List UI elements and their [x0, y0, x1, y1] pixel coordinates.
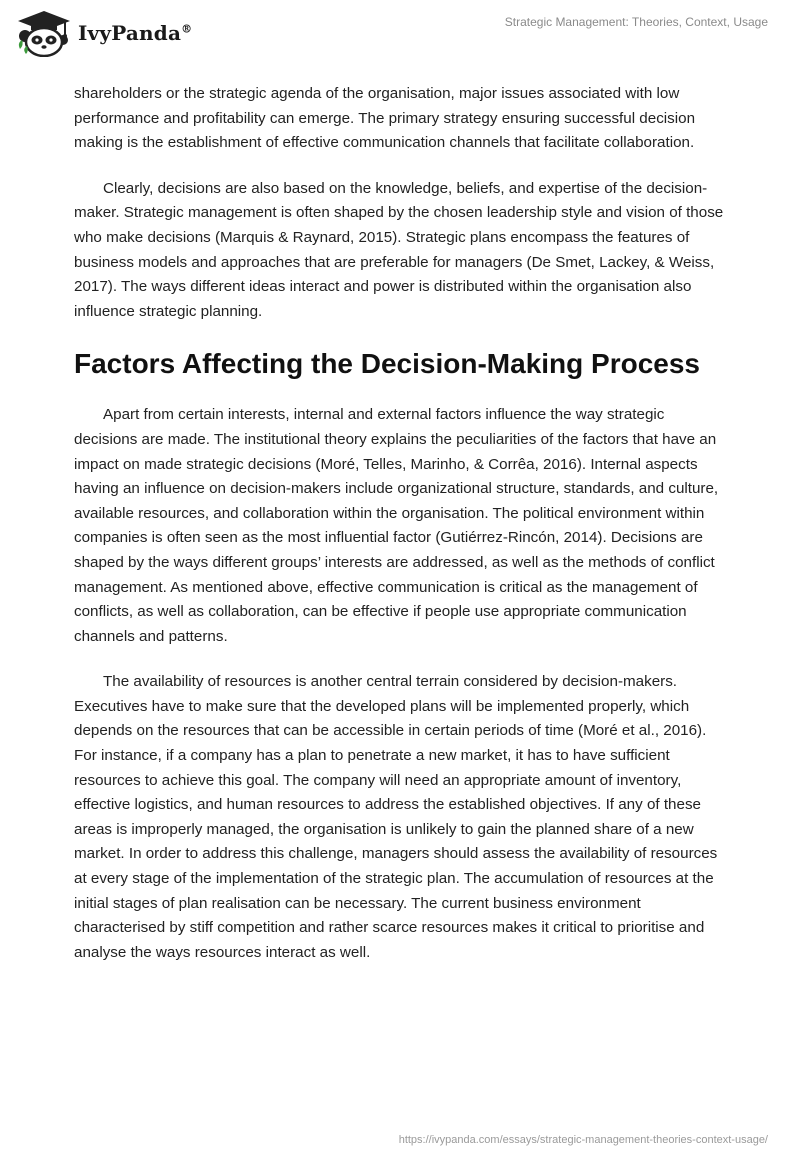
trademark-symbol: ®: [181, 22, 193, 36]
paragraph: shareholders or the strategic agenda of the organisation, major issues associated with low performance and profitability can emerge. The primary strategy ensuring successful decision making is the establishment of effective communication channels that facilitate collaboration.: [74, 85, 696, 152]
page-header: [0, 0, 800, 72]
paragraph: Apart from certain interests, internal and external factors influence the way strategic decisions are made. The institutional theory explains the peculiarities of the factors that have an impact on made strategic decisions (Moré, Telles, Marinho, & Corrêa, 2016). Internal aspects having an influence on decision-makers include organizational structure, standards, and culture, available resources, and collaboration within the organisation. The political environment within companies is often seen as the most influential factor (Gutiérrez-Rincón, 2014). Decisions are shaped by the ways different groups’ interests are addressed, as well as the methods of conflict management. As mentioned above, effective communication is critical as the management of conflicts, as well as collaboration, can be effective if people use appropriate communication channels and patterns.: [74, 406, 719, 645]
document-title: Strategic Management: Theories, Context, Usage: [504, 15, 768, 29]
paragraph: Clearly, decisions are also based on the knowledge, beliefs, and expertise of the decision-maker. Strategic management is often shaped by the chosen leadership style and vision of those who make decisions (Marquis & Raynard, 2015). Strategic plans encompass the features of business models and approaches that are preferable for managers (De Smet, Lackey, & Weiss, 2017). The ways different ideas interact and power is distributed within the organisation also influence strategic planning.: [74, 179, 724, 320]
section-heading: Factors Affecting the Decision-Making Process: [74, 348, 700, 380]
paragraph: The availability of resources is another central terrain considered by decision-makers. Executives have to make sure that the developed plans will be implemented properly, which depends on the resources that can be accessible in certain periods of time (Moré et al., 2016). For instance, if a company has a plan to penetrate a new market, it has to have sufficient resources to achieve this goal. The company will need an appropriate amount of inventory, effective logistics, and human resources to address the established objectives. If any of these areas is improperly managed, the organisation is unlikely to gain the planned share of a new market. In order to address this challenge, managers should assess the availability of resources at every stage of the implementation of the strategic plan. The accumulation of resources at the initial stages of plan realisation can be necessary. The current business environment characterised by stiff competition and rather scarce resources makes it critical to prioritise and analyse the ways resources interact as well.: [74, 673, 718, 961]
source-url: https://ivypanda.com/essays/strategic-management-theories-context-usage/: [398, 1134, 768, 1146]
brand-name: IvyPanda®: [78, 21, 193, 45]
panda-graduation-cap-icon: [16, 9, 72, 57]
essay-body: [74, 82, 730, 986]
ivypanda-logo[interactable]: [16, 9, 192, 57]
